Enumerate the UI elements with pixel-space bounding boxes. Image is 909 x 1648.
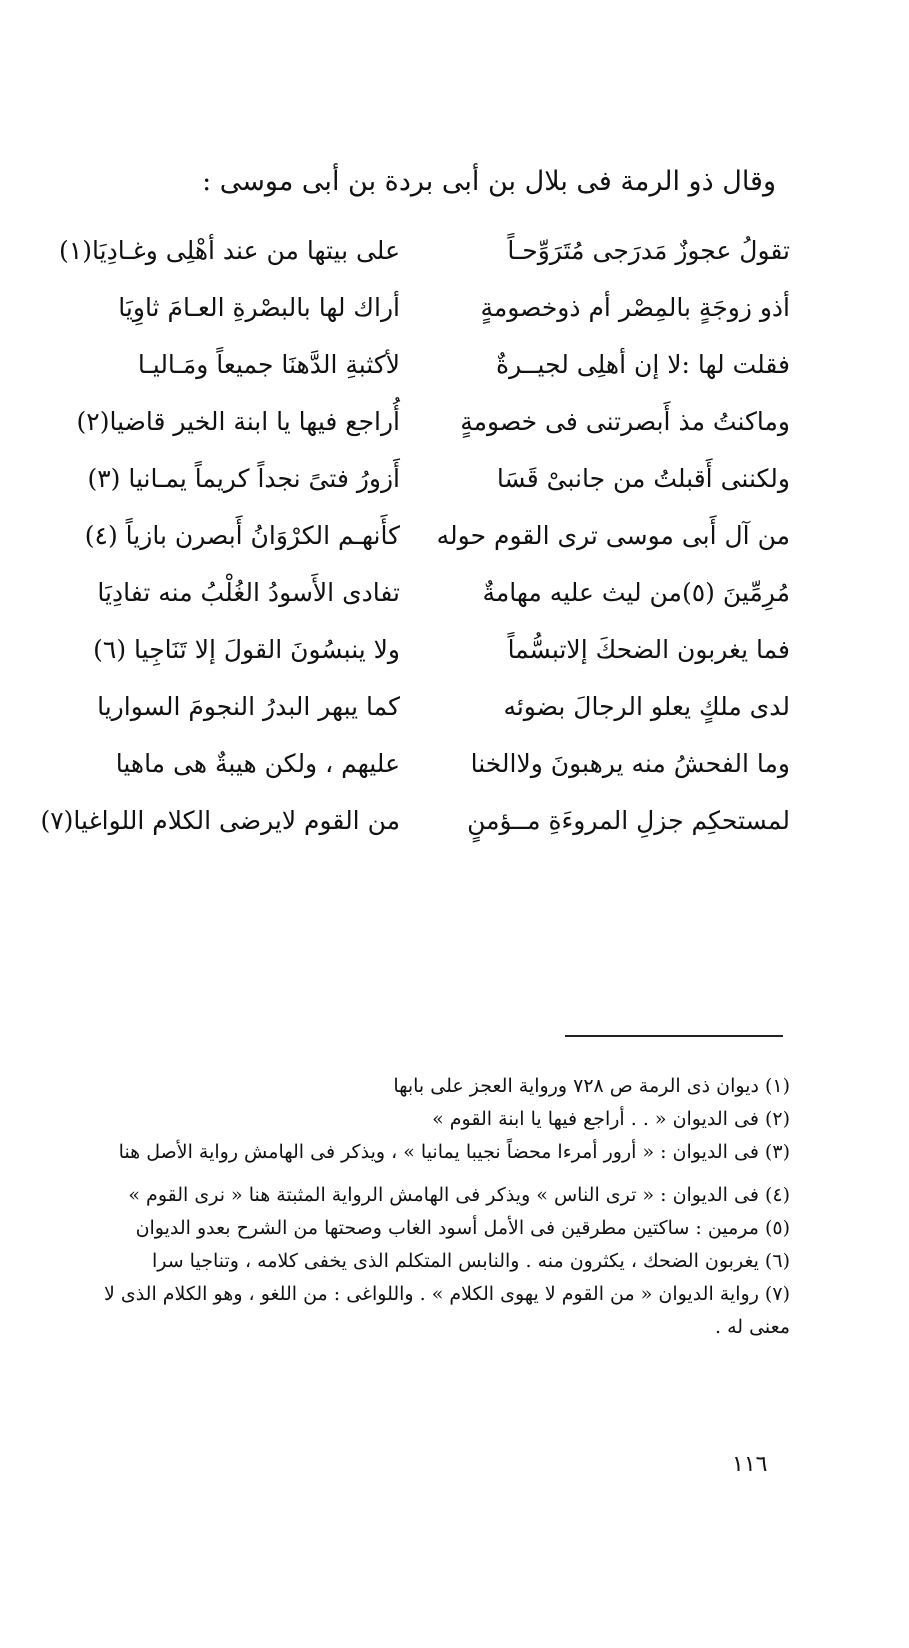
verse-first-hemistich: فما يغربون الضحكَ إلاتبسُّماً — [507, 635, 790, 664]
verse-second-hemistich: من القوم لايرضى الكلام اللواغيا(٧) — [40, 806, 400, 835]
verse-first-hemistich: وماكنتُ مذ أَبصرتنى فى خصومةٍ — [460, 407, 790, 436]
verse-first-hemistich: من آل أَبى موسى ترى القوم حوله — [436, 521, 790, 550]
verse-line — [60, 623, 790, 680]
verse-line — [60, 452, 790, 509]
poem-verses — [40, 224, 790, 851]
verse-second-hemistich: لأكثبةِ الدَّهنَا جميعاً ومَـاليـا — [137, 350, 400, 379]
footnote: (٤) فى الديوان : « ترى الناس » ويذكر فى الهامش الرواية المثبتة هنا « نرى القوم » — [128, 1184, 790, 1206]
verse-second-hemistich: أُراجع فيها يا ابنة الخير قاضيا(٢) — [76, 407, 400, 436]
verse-line — [60, 680, 790, 737]
verse-second-hemistich: ولا ينبسُونَ القولَ إلا تَنَاجِيا (٦) — [93, 635, 400, 664]
footnote: (١) ديوان ذى الرمة ص ٧٢٨ ورواية العجز على بابها — [393, 1075, 790, 1097]
footnote: (٥) مرمين : ساكتين مطرقين فى الأمل أسود الغاب وصحتها من الشرح بعدو الديوان — [135, 1217, 790, 1239]
verse-second-hemistich: عليهم ، ولكن هيبةٌ هى ماهيا — [115, 749, 400, 778]
verse-line — [60, 338, 790, 395]
footnote: (٢) فى الديوان « . . أراجع فيها يا ابنة القوم » — [432, 1108, 790, 1130]
verse-second-hemistich: أراك لها بالبصْرةِ العـامَ ثاوِيَا — [118, 293, 400, 322]
poem-heading: وقال ذو الرمة فى بلال بن أبى بردة بن أبى موسى : — [202, 166, 776, 197]
footnote: (٣) فى الديوان : « أرور أمرءا محضاً نجيبا يمانيا » ، ويذكر فى الهامش رواية الأصل هنا — [118, 1141, 790, 1163]
footnote: (٦) يغربون الضحك ، يكثرون منه . والنابس المتكلم الذى يخفى كلامه ، وتناجيا سرا — [151, 1250, 790, 1272]
page-number: ١١٦ — [732, 1452, 768, 1477]
verse-line — [60, 281, 790, 338]
verse-line — [60, 737, 790, 794]
verse-first-hemistich: فقلت لها :لا إن أهلِى لجيــرةٌ — [496, 350, 790, 379]
verse-line — [60, 509, 790, 566]
verse-line — [60, 395, 790, 452]
verse-first-hemistich: أذو زوجَةٍ بالمِصْر أم ذوخصومةٍ — [480, 293, 790, 322]
verse-second-hemistich: تفادى الأَسودُ الغُلْبُ منه تفادِيَا — [97, 578, 400, 607]
verse-second-hemistich: كما يبهر البدرُ النجومَ السواريا — [97, 692, 400, 721]
verse-first-hemistich: مُرِمِّينَ (٥)من ليث عليه مهامةٌ — [482, 578, 790, 607]
verse-first-hemistich: لمستحكِم جزلِ المروءَةِ مــؤمنٍ — [467, 806, 790, 835]
footnote: (٧) رواية الديوان « من القوم لا يهوى الكلام » . واللواغى : من اللغو ، وهو الكلام الذى لا معنى له . — [103, 1283, 790, 1338]
verse-first-hemistich: ولكننى أَقبلتُ من جانبىْ قَسَا — [496, 464, 790, 493]
verse-line — [40, 794, 790, 851]
verse-first-hemistich: وما الفحشُ منه يرهبونَ ولاالخنا — [470, 749, 790, 778]
verse-line — [60, 566, 790, 623]
verse-first-hemistich: تقولُ عجوزٌ مَدرَجى مُتَرَوِّحـاً — [507, 236, 790, 265]
verse-second-hemistich: أَزورُ فتىً نجداً كريماً يمـانيا (٣) — [87, 464, 400, 493]
footnote-separator — [565, 1035, 783, 1037]
verse-second-hemistich: كأَنهـم الكرْوَانُ أَبصرن بازياً (٤) — [84, 521, 400, 550]
verse-first-hemistich: لدى ملكٍ يعلو الرجالَ بضوئه — [503, 692, 790, 721]
verse-line — [60, 224, 790, 281]
verse-second-hemistich: على بيتها من عند أهْلِى وغـادِيَا(١) — [59, 236, 400, 265]
footnotes — [70, 1070, 790, 1344]
